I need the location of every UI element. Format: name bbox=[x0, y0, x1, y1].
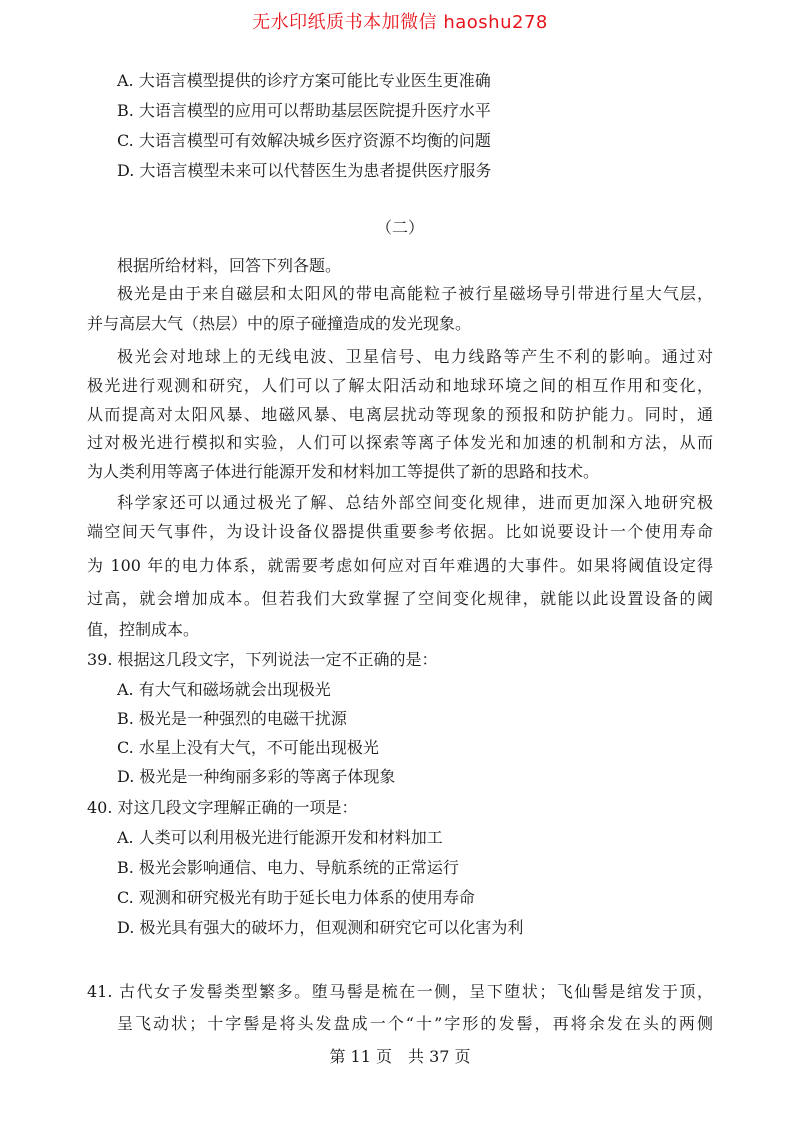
prev-option-c: C. 大语言模型可有效解决城乡医疗资源不均衡的问题 bbox=[117, 131, 491, 150]
question-40-option-d: D. 极光具有强大的破坏力，但观测和研究它可以化害为利 bbox=[117, 918, 524, 937]
passage-p3-line5: 值，控制成本。 bbox=[87, 620, 200, 639]
question-41-line2: 呈飞动状；十字髻是将头发盘成一个“十”字形的发髻，再将余发在头的两侧 bbox=[117, 1014, 713, 1033]
prev-option-a: A. 大语言模型提供的诊疗方案可能比专业医生更准确 bbox=[117, 71, 491, 90]
prev-option-b: B. 大语言模型的应用可以帮助基层医院提升医疗水平 bbox=[117, 101, 491, 120]
passage-p3-line3: 为 100 年的电力体系，就需要考虑如何应对百年难遇的大事件。如果将阈值设定得 bbox=[87, 556, 713, 575]
passage-p3-line1: 科学家还可以通过极光了解、总结外部空间变化规律，进而更加深入地研究极 bbox=[117, 493, 713, 512]
passage-p3-line4: 过高，就会增加成本。但若我们大致掌握了空间变化规律，就能以此设置设备的阈 bbox=[87, 589, 713, 608]
page-number: 第 11 页 共 37 页 bbox=[329, 1047, 471, 1066]
section-title: （二） bbox=[375, 218, 424, 237]
section-instruction: 根据所给材料，回答下列各题。 bbox=[117, 256, 342, 275]
prev-option-d: D. 大语言模型未来可以代替医生为患者提供医疗服务 bbox=[117, 161, 492, 180]
question-40-option-c: C. 观测和研究极光有助于延长电力体系的使用寿命 bbox=[117, 888, 475, 907]
passage-p2-line2: 极光进行观测和研究，人们可以了解太阳活动和地球环境之间的相互作用和变化， bbox=[87, 376, 713, 395]
passage-p2-line4: 过对极光进行模拟和实验，人们可以探索等离子体发光和加速的机制和方法，从而 bbox=[87, 433, 713, 452]
question-39-option-c: C. 水星上没有大气，不可能出现极光 bbox=[117, 738, 379, 757]
question-39-option-d: D. 极光是一种绚丽多彩的等离子体现象 bbox=[117, 767, 396, 786]
passage-p1-line2: 并与高层大气（热层）中的原子碰撞造成的发光现象。 bbox=[87, 314, 472, 333]
question-40-option-b: B. 极光会影响通信、电力、导航系统的正常运行 bbox=[117, 858, 459, 877]
passage-p3-line2: 端空间天气事件，为设计设备仪器提供重要参考依据。比如说要设计一个使用寿命 bbox=[87, 522, 713, 541]
question-40-option-a: A. 人类可以利用极光进行能源开发和材料加工 bbox=[117, 828, 443, 847]
passage-p2-line1: 极光会对地球上的无线电波、卫星信号、电力线路等产生不利的影响。通过对 bbox=[117, 347, 713, 366]
passage-p2-line3: 从而提高对太阳风暴、地磁风暴、电离层扰动等现象的预报和防护能力。同时，通 bbox=[87, 405, 713, 424]
passage-p1-line1: 极光是由于来自磁层和太阳风的带电高能粒子被行星磁场导引带进行星大气层， bbox=[117, 284, 713, 303]
passage-p2-line5: 为人类利用等离子体进行能源开发和材料加工等提供了新的思路和技术。 bbox=[87, 462, 600, 481]
question-39-option-a: A. 有大气和磁场就会出现极光 bbox=[117, 680, 331, 699]
question-40-stem: 40. 对这几段文字理解正确的一项是： bbox=[87, 798, 358, 817]
question-41-line1: 41. 古代女子发髻类型繁多。堕马髻是梳在一侧，呈下堕状；飞仙髻是绾发于顶， bbox=[87, 982, 713, 1001]
question-39-stem: 39. 根据这几段文字，下列说法一定不正确的是： bbox=[87, 650, 438, 669]
watermark-text: 无水印纸质书本加微信 haoshu278 bbox=[252, 12, 548, 33]
question-39-option-b: B. 极光是一种强烈的电磁干扰源 bbox=[117, 709, 347, 728]
